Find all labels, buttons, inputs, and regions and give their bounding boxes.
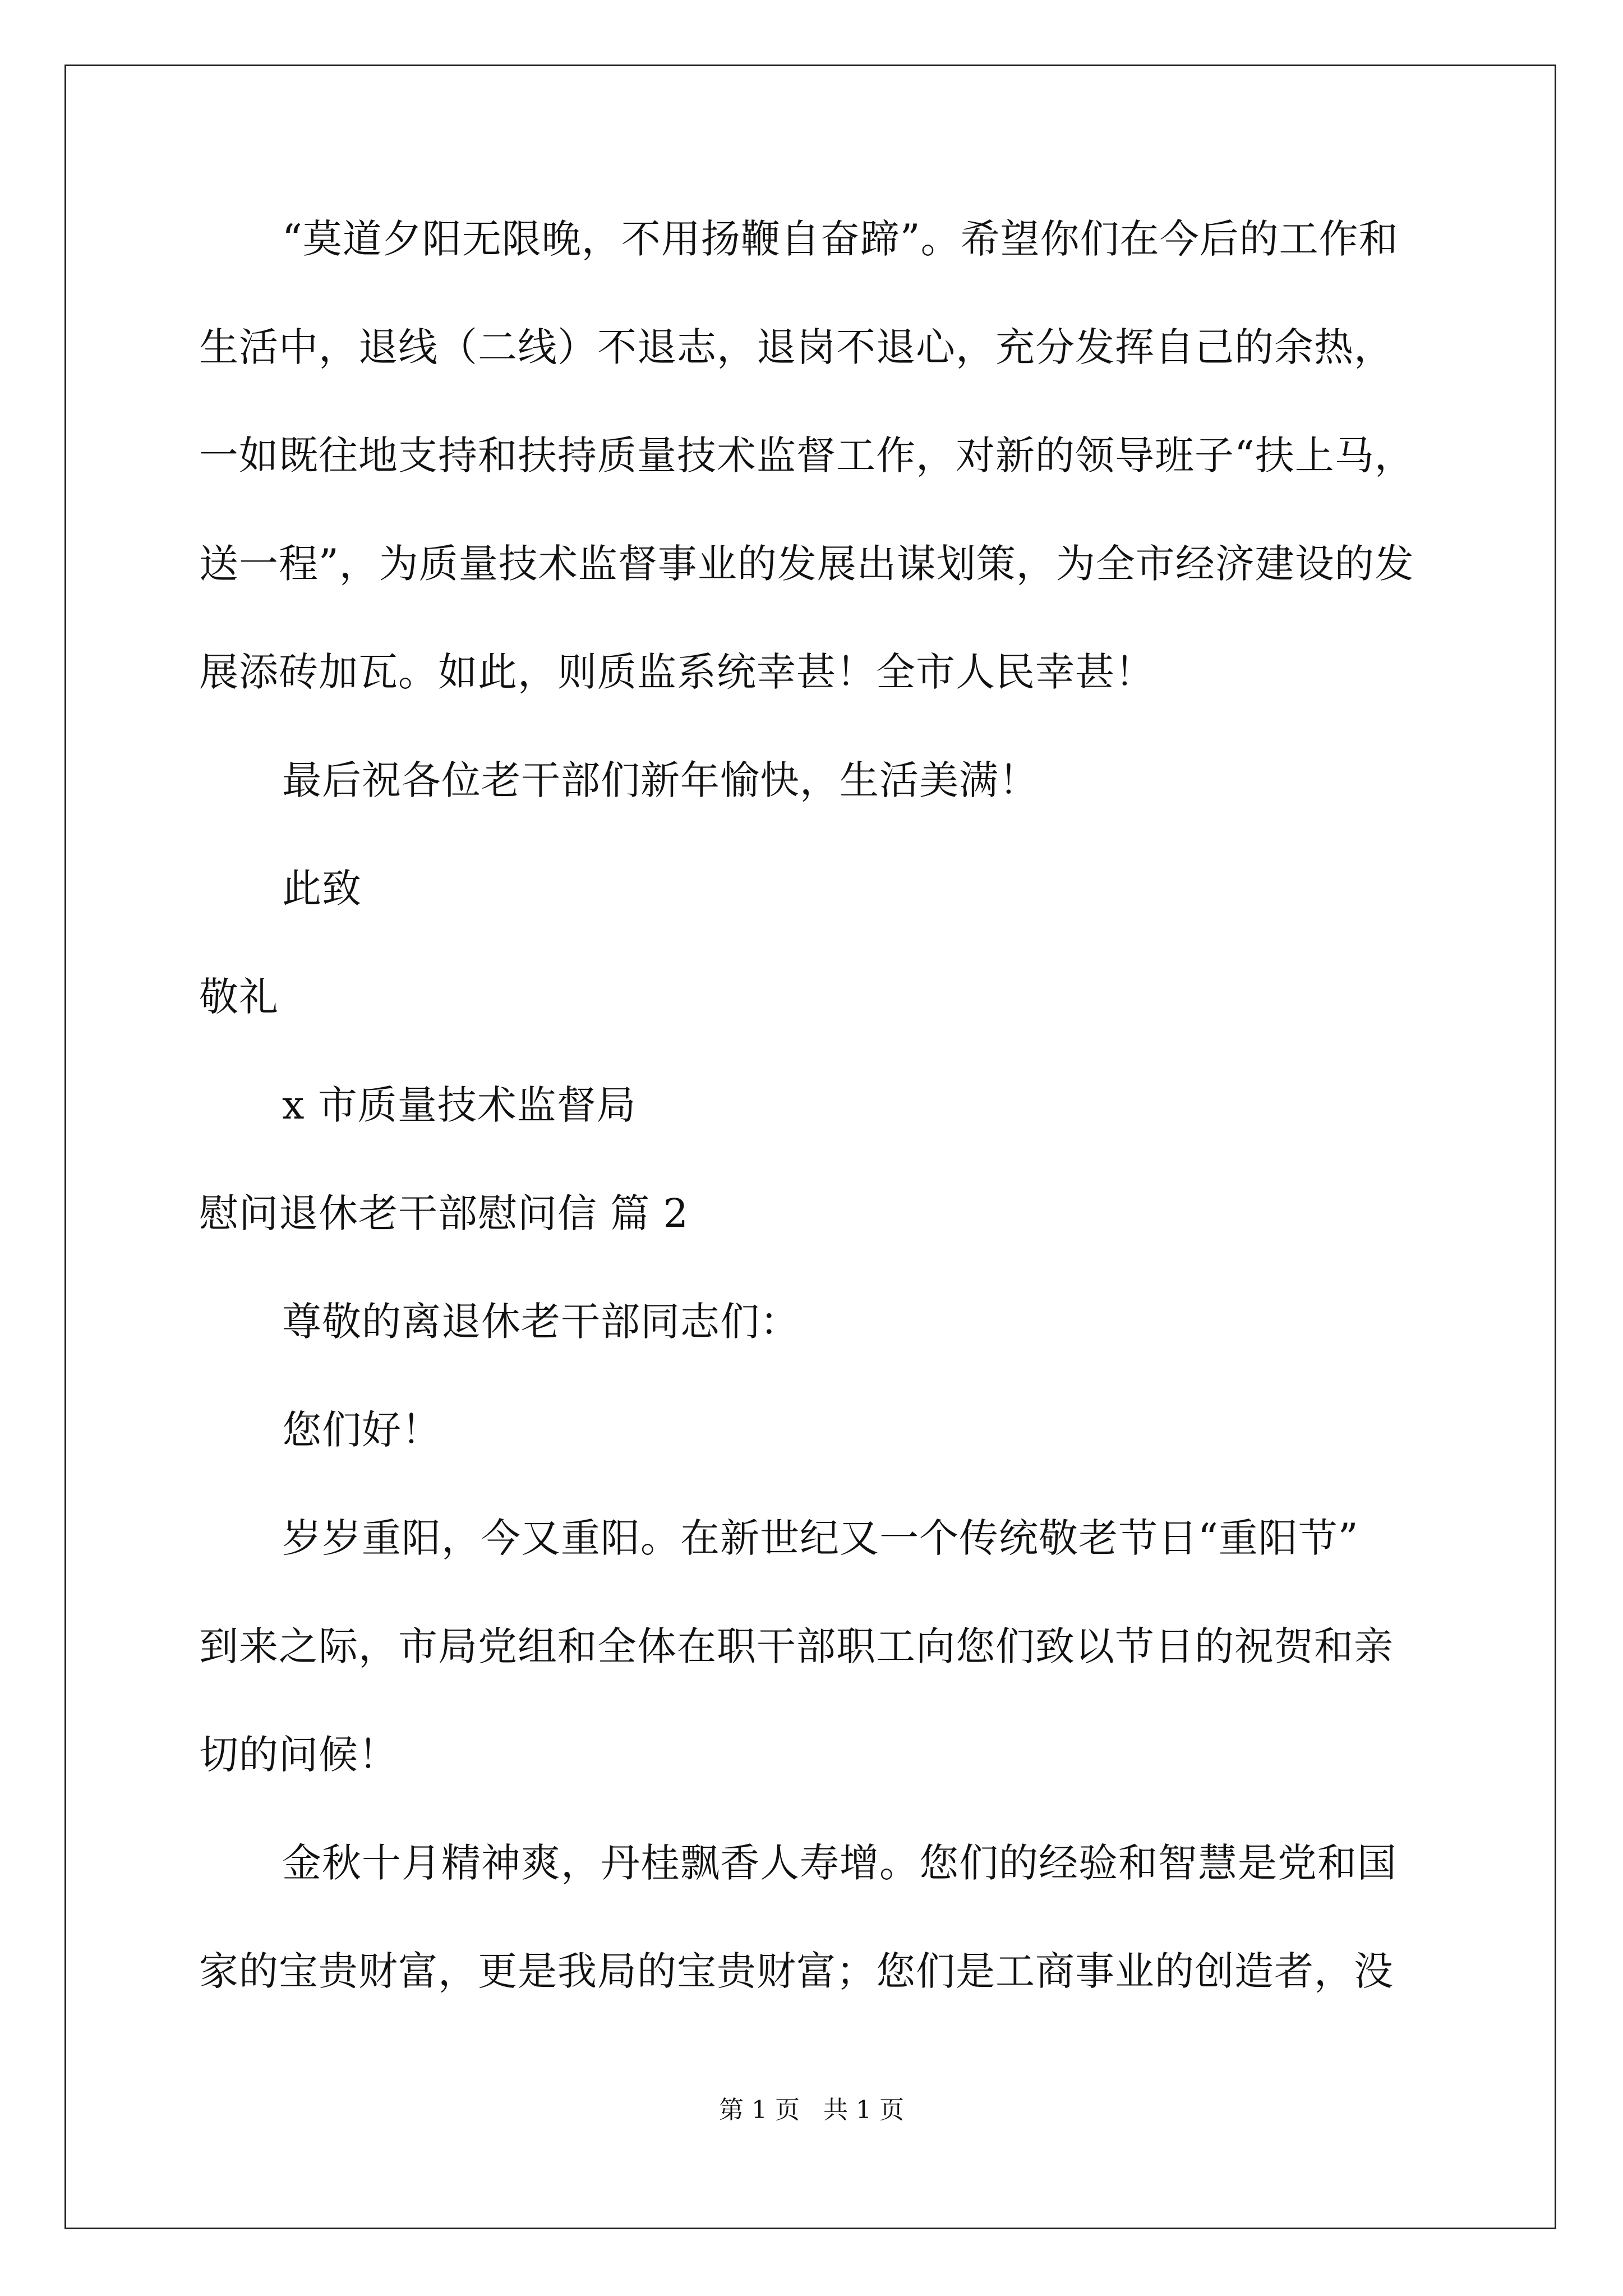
signature: x 市质量技术监督局 bbox=[282, 1082, 637, 1128]
paragraph-line: 一如既往地支持和扶持质量技术监督工作，对新的领导班子“扶上马， bbox=[199, 432, 1414, 478]
greeting: 您们好！ bbox=[282, 1407, 441, 1453]
greeting: 尊敬的离退休老干部同志们： bbox=[282, 1299, 800, 1345]
paragraph-line: 送一程”，为质量技术监督事业的发展出谋划策，为全市经济建设的发 bbox=[199, 541, 1414, 587]
paragraph-line: 到来之际，市局党组和全体在职干部职工向您们致以节日的祝贺和亲 bbox=[199, 1623, 1394, 1669]
paragraph-line: 展添砖加瓦。如此，则质监系统幸甚！全市人民幸甚！ bbox=[199, 649, 1155, 695]
closing-regards: 敬礼 bbox=[199, 974, 279, 1020]
paragraph-line: 生活中，退线（二线）不退志，退岗不退心，充分发挥自己的余热， bbox=[199, 324, 1394, 370]
paragraph-line: 切的问候！ bbox=[199, 1732, 398, 1778]
paragraph-line: 金秋十月精神爽，丹桂飘香人寿增。您们的经验和智慧是党和国 bbox=[282, 1840, 1397, 1886]
paragraph-line: 家的宝贵财富，更是我局的宝贵财富；您们是工商事业的创造者，没 bbox=[199, 1948, 1394, 1994]
document-body bbox=[199, 212, 1483, 2053]
paragraph-line: 最后祝各位老干部们新年愉快，生活美满！ bbox=[282, 757, 1039, 803]
section-title: 慰问退休老干部慰问信 篇 2 bbox=[199, 1190, 689, 1236]
paragraph-line: 岁岁重阳，今又重阳。在新世纪又一个传统敬老节日“重阳节” bbox=[282, 1515, 1359, 1561]
closing-salutation: 此致 bbox=[282, 866, 362, 912]
paragraph-line: “莫道夕阳无限晚，不用扬鞭自奋蹄”。希望你们在今后的工作和 bbox=[282, 216, 1399, 262]
page-number: 第 1 页 共 1 页 bbox=[719, 2096, 904, 2124]
